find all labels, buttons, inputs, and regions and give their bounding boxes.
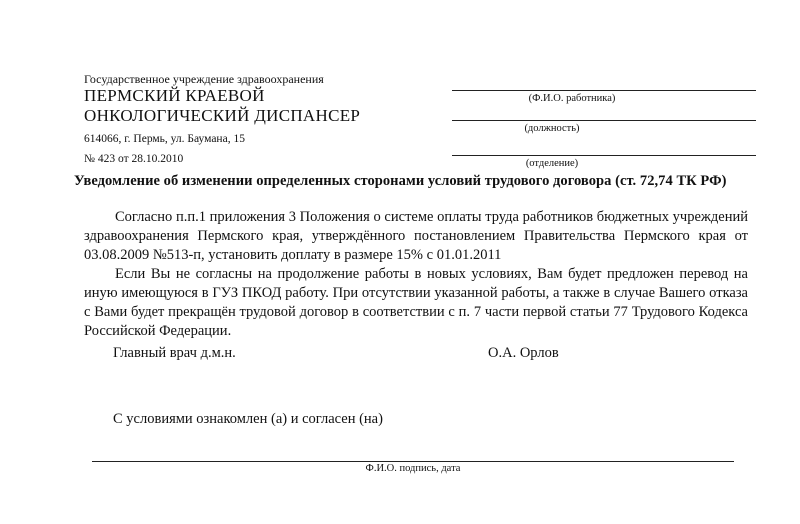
institution-name-line1: ПЕРМСКИЙ КРАЕВОЙ [84, 86, 265, 105]
institution-address: 614066, г. Пермь, ул. Баумана, 15 [84, 133, 245, 145]
acknowledgement-text: С условиями ознакомлен (а) и согласен (на) [113, 411, 383, 427]
department-caption: (отделение) [525, 158, 579, 169]
institution-name-line2: ОНКОЛОГИЧЕСКИЙ ДИСПАНСЕР [84, 106, 361, 125]
document-number: № 423 от 28.10.2010 [84, 153, 184, 165]
position-field-line [452, 120, 756, 121]
signatory-position: Главный врач д.м.н. [113, 345, 236, 361]
body-paragraph-1: Согласно п.п.1 приложения 3 Положения о системе оплаты труда работников бюджетных учреждений здравоохранения Пермского края, утверждённого постановлением Правительства Пермского края от 03.08.2009 №513-п, установить доплату в размере 15% с 01.01.2011 [84, 209, 748, 263]
fio-field-line [452, 90, 756, 91]
document-title: Уведомление об изменении определенных сторонами условий трудового договора (ст. 72,74 ТК РФ) [74, 173, 727, 189]
institution-type: Государственное учреждение здравоохранения [84, 72, 324, 86]
position-caption: (должность) [524, 123, 580, 134]
acknowledgement-caption: Ф.И.О. подпись, дата [365, 463, 461, 474]
department-field-line [452, 155, 756, 156]
fio-caption: (Ф.И.О. работника) [528, 93, 616, 104]
acknowledgement-line [92, 461, 734, 462]
body-paragraph-2: Если Вы не согласны на продолжение работы в новых условиях, Вам будет предложен перевод на иную имеющуюся в ГУЗ ПКОД работу. При отсутствии указанной работы, а также в случае Вашего отказа с Вами будет прекращён трудовой договор в соответствии с п. 7 части первой статьи 77 Трудового Кодекса Российской Федерации. [84, 266, 748, 339]
signatory-name: О.А. Орлов [488, 345, 559, 361]
